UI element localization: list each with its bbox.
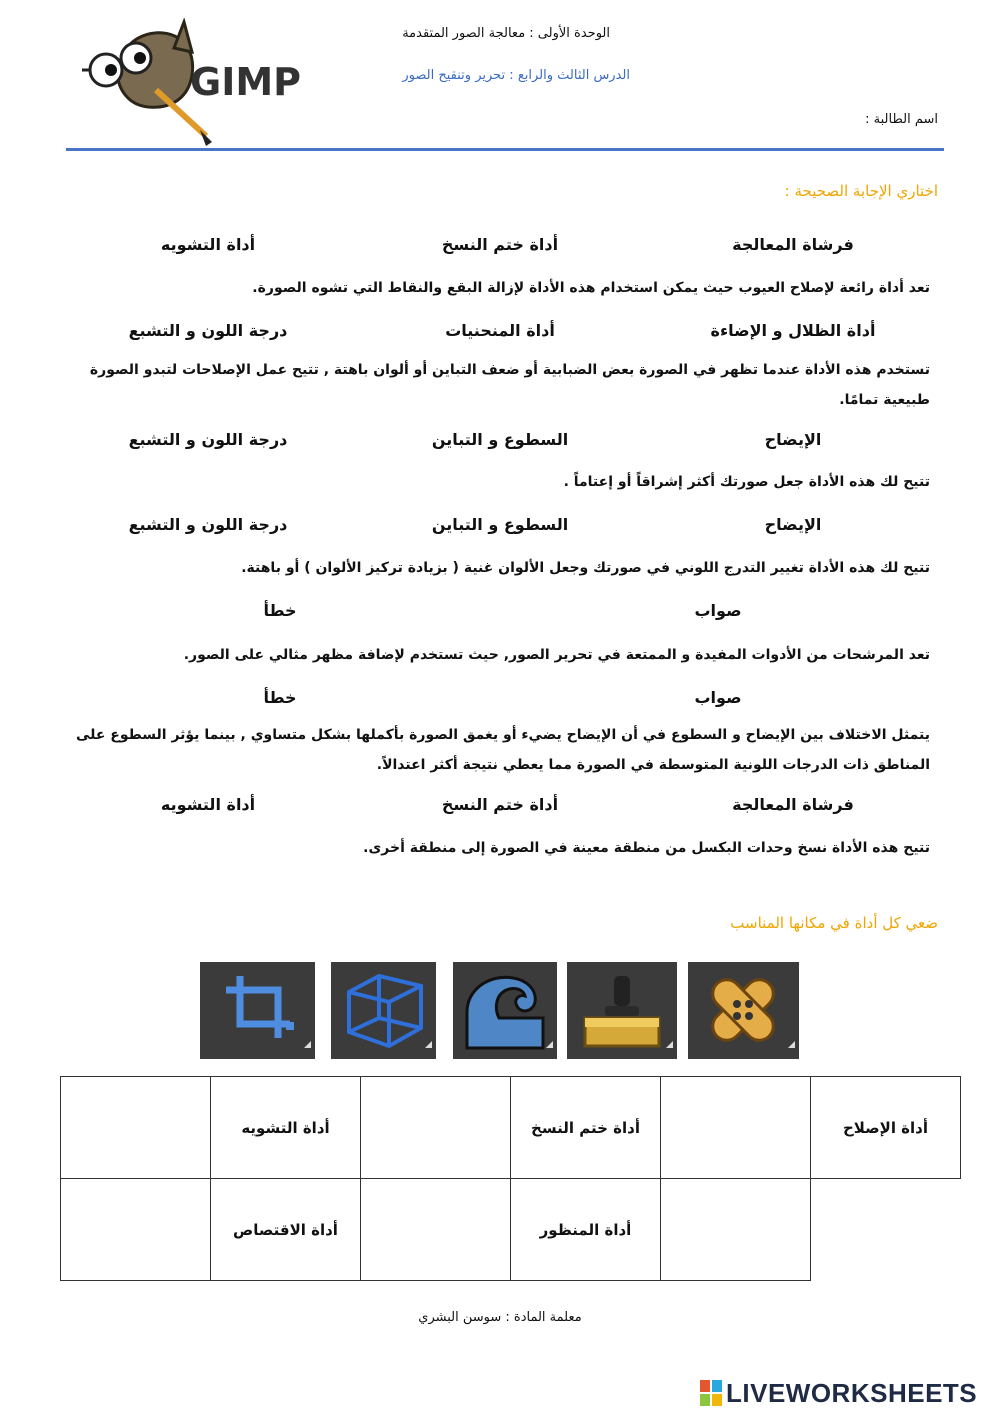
section2-instruction: ضعي كل أداة في مكانها المناسب bbox=[730, 914, 938, 932]
logo-text: GIMP bbox=[190, 60, 301, 104]
q6-statement: يتمثل الاختلاف بين الإيضاح و السطوع في أن الإيضاح يضيء أو يغمق الصورة بأكملها بشكل متساوي , بينما يؤثر السطوع على المناطق ذات الدرجات اللونية المتوسطة في الصورة مما يعطي نتيجة أكثر اعتدالاً. bbox=[75, 727, 930, 773]
q2-option-2[interactable]: أداة المنحنيات bbox=[445, 321, 555, 340]
liveworksheets-badge-icon bbox=[700, 1380, 722, 1406]
section1-instruction: اختاري الإجابة الصحيحة : bbox=[784, 182, 938, 200]
heal-bandage-icon[interactable] bbox=[688, 962, 799, 1059]
q1-option-3[interactable]: أداة التشويه bbox=[160, 235, 256, 254]
q1-option-1[interactable]: فرشاة المعالجة bbox=[732, 235, 854, 254]
label-cell: أداة الإصلاح bbox=[811, 1077, 961, 1179]
gimp-logo bbox=[66, 18, 316, 146]
q6-option-false[interactable]: خطأ bbox=[263, 688, 297, 707]
label-cell: أداة الاقتصاص bbox=[211, 1179, 361, 1281]
clone-stamp-icon[interactable] bbox=[567, 962, 677, 1059]
crop-tool-icon[interactable] bbox=[200, 962, 315, 1059]
q3-option-3[interactable]: درجة اللون و التشبع bbox=[128, 430, 288, 449]
q2-statement: تستخدم هذه الأداة عندما تظهر في الصورة بعض الضبابية أو ضعف التباين أو ألوان باهتة , تتيح عمل الإصلاحات لتبدو الصورة طبيعية تمامًا. bbox=[89, 362, 930, 408]
q3-option-2[interactable]: السطوع و التباين bbox=[431, 430, 569, 449]
label-cell: أداة ختم النسخ bbox=[511, 1077, 661, 1179]
header-divider bbox=[66, 148, 944, 151]
q5-option-true[interactable]: صواب bbox=[694, 601, 742, 620]
drop-cell[interactable] bbox=[61, 1179, 211, 1281]
q6-option-true[interactable]: صواب bbox=[694, 688, 742, 707]
student-name-label: اسم الطالبة : bbox=[865, 112, 938, 127]
q7-option-2[interactable]: أداة ختم النسخ bbox=[441, 795, 559, 814]
unit-title: الوحدة الأولى : معالجة الصور المتقدمة bbox=[402, 26, 610, 41]
q7-option-3[interactable]: أداة التشويه bbox=[160, 795, 256, 814]
q4-option-2[interactable]: السطوع و التباين bbox=[431, 515, 569, 534]
matching-table bbox=[60, 1076, 961, 1281]
drop-cell[interactable] bbox=[361, 1179, 511, 1281]
teacher-credit: معلمة المادة : سوسن البشري bbox=[418, 1310, 582, 1325]
drop-cell[interactable] bbox=[361, 1077, 511, 1179]
q4-statement: تتيح لك هذه الأداة تغيير التدرج اللوني في صورتك وجعل الألوان غنية ( بزيادة تركيز الألوان ) أو باهتة. bbox=[241, 560, 930, 576]
drop-cell[interactable] bbox=[661, 1179, 811, 1281]
brand-text: LIVEWORKSHEETS bbox=[726, 1378, 978, 1408]
table-row bbox=[61, 1179, 961, 1281]
table-row bbox=[61, 1077, 961, 1179]
drop-cell[interactable] bbox=[61, 1077, 211, 1179]
label-cell: أداة التشويه bbox=[211, 1077, 361, 1179]
q4-option-1[interactable]: الإيضاح bbox=[764, 515, 822, 534]
q4-option-3[interactable]: درجة اللون و التشبع bbox=[128, 515, 288, 534]
warp-tool-icon[interactable] bbox=[453, 962, 557, 1059]
q2-option-3[interactable]: درجة اللون و التشبع bbox=[128, 321, 288, 340]
blank-cell bbox=[811, 1179, 961, 1281]
lesson-title: الدرس الثالث والرابع : تحرير وتنقيح الصور bbox=[402, 68, 630, 83]
label-cell: أداة المنظور bbox=[511, 1179, 661, 1281]
q1-statement: تعد أداة رائعة لإصلاح العيوب حيث يمكن استخدام هذه الأداة لإزالة البقع والنقاط التي تشوه الصورة. bbox=[252, 280, 930, 296]
liveworksheets-logo bbox=[700, 1378, 995, 1408]
q3-statement: تتيح لك هذه الأداة جعل صورتك أكثر إشراقاً أو إعتاماً . bbox=[563, 474, 930, 490]
q3-option-1[interactable]: الإيضاح bbox=[764, 430, 822, 449]
q5-statement: تعد المرشحات من الأدوات المفيدة و الممتعة في تحرير الصور, حيث تستخدم لإضافة مظهر مثالي على الصور. bbox=[183, 647, 930, 663]
q2-option-1[interactable]: أداة الظلال و الإضاءة bbox=[710, 321, 876, 340]
q1-option-2[interactable]: أداة ختم النسخ bbox=[441, 235, 559, 254]
q5-option-false[interactable]: خطأ bbox=[263, 601, 297, 620]
q7-statement: تتيح هذه الأداة نسخ وحدات البكسل من منطقة معينة في الصورة إلى منطقة أخرى. bbox=[363, 840, 930, 856]
perspective-tool-icon[interactable] bbox=[331, 962, 436, 1059]
q7-option-1[interactable]: فرشاة المعالجة bbox=[732, 795, 854, 814]
drop-cell[interactable] bbox=[661, 1077, 811, 1179]
